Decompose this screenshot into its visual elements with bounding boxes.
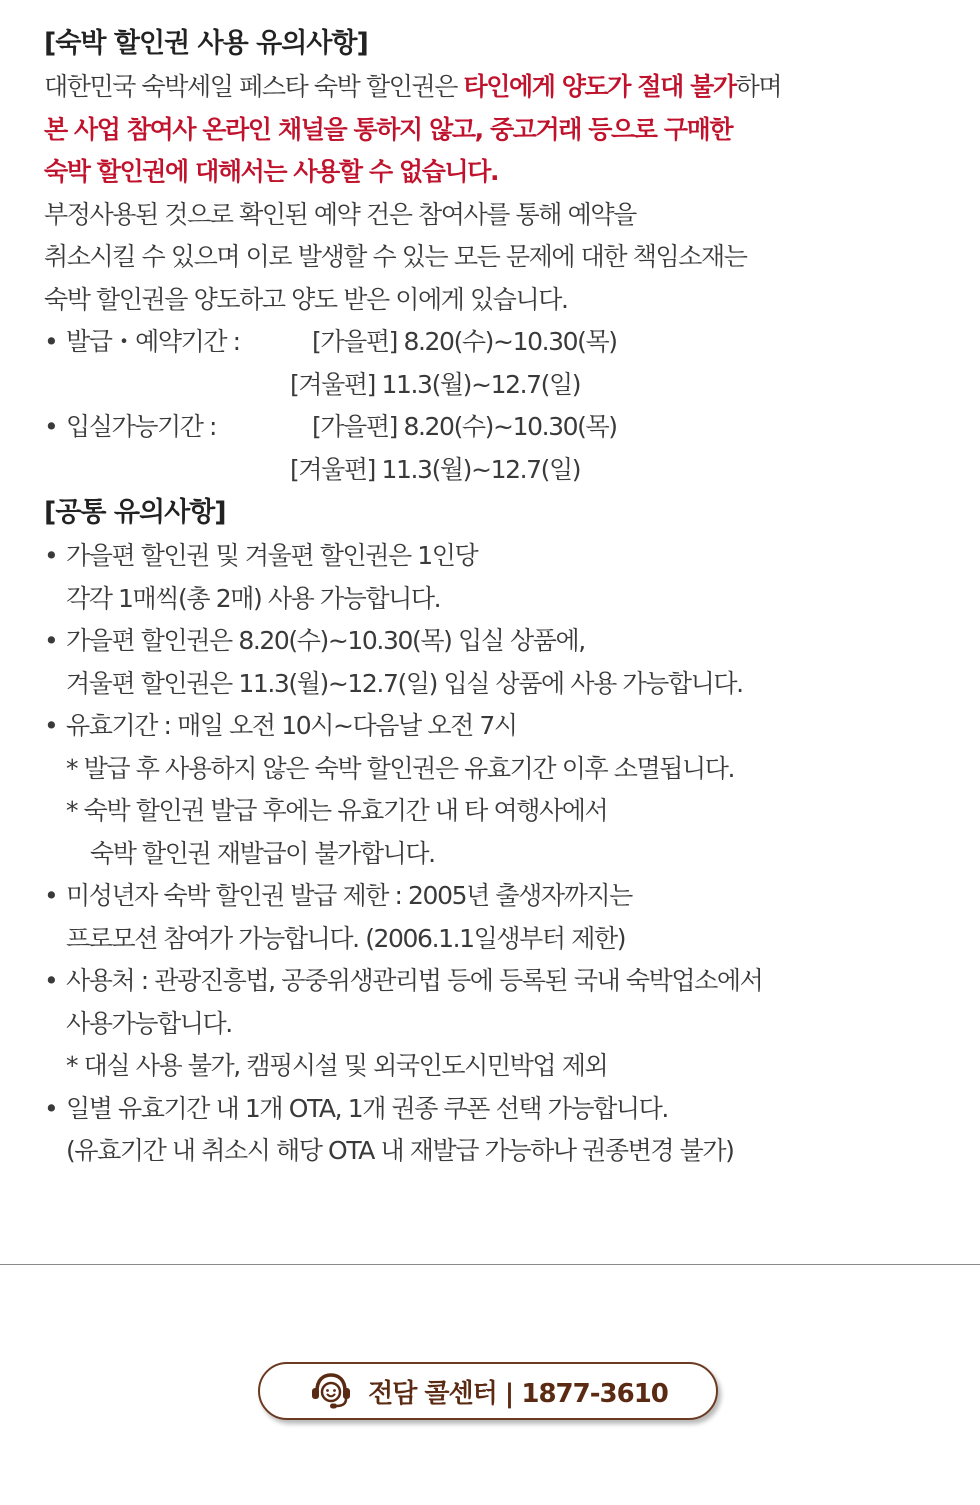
issue-period-autumn: [가을편] 8.20(수)~10.30(목) <box>312 327 617 356</box>
headset-icon <box>308 1371 354 1411</box>
common-item-2: • 가을편 할인권은 8.20(수)~10.30(목) 입실 상품에, <box>44 620 964 663</box>
checkin-period <box>44 406 964 449</box>
issue-period-winter: [겨울편] 11.3(월)~12.7(일) <box>290 369 581 399</box>
call-center-button[interactable] <box>258 1362 718 1420</box>
common-item-4-cont: 프로모션 참여가 가능합니다. (2006.1.1일생부터 제한) <box>66 923 626 953</box>
misuse-line-2: 취소시킬 수 있으며 이로 발생할 수 있는 모든 문제에 대한 책임소재는 <box>44 242 747 271</box>
issue-period <box>44 321 964 364</box>
no-transfer-warning: 타인에게 양도가 절대 불가 <box>463 72 736 101</box>
intro-tail: 하며 <box>735 72 782 101</box>
common-item-5-cont: 사용가능합니다. <box>66 1008 232 1038</box>
common-item-6-cont: (유효기간 내 취소시 해당 OTA 내 재발급 가능하나 권종변경 불가) <box>66 1136 734 1165</box>
common-item-5-note: * 대실 사용 불가, 캠핑시설 및 외국인도시민박업 제외 <box>66 1051 608 1080</box>
common-item-1-cont: 각각 1매씩(총 2매) 사용 가능합니다. <box>66 583 441 613</box>
misuse-line-3: 숙박 할인권을 양도하고 양도 받은 이에게 있습니다. <box>44 284 568 314</box>
misuse-line-1: 부정사용된 것으로 확인된 예약 건은 참여사를 통해 예약을 <box>44 199 636 229</box>
common-item-3-note-2-cont: 숙박 할인권 재발급이 불가합니다. <box>90 838 435 868</box>
intro-line-1 <box>44 66 964 109</box>
common-item-3-note-2: * 숙박 할인권 발급 후에는 유효기간 내 타 여행사에서 <box>66 796 608 825</box>
notice-content <box>44 22 964 1173</box>
section-divider <box>0 1264 980 1265</box>
common-item-1: • 가을편 할인권 및 겨울편 할인권은 1인당 <box>44 535 964 578</box>
common-item-4: • 미성년자 숙박 할인권 발급 제한 : 2005년 출생자까지는 <box>44 875 964 918</box>
checkin-period-autumn: [가을편] 8.20(수)~10.30(목) <box>312 412 617 441</box>
common-item-3: • 유효기간 : 매일 오전 10시~다음날 오전 7시 <box>44 705 964 748</box>
common-notice-title: [공통 유의사항] <box>44 497 226 528</box>
issue-period-label: • 발급・예약기간 : <box>66 327 240 356</box>
call-center-label: 전담 콜센터 | 1877-3610 <box>368 1378 668 1409</box>
intro-line-3: 숙박 할인권에 대해서는 사용할 수 없습니다. <box>44 157 499 186</box>
checkin-period-label: • 입실가능기간 : <box>66 412 217 441</box>
common-item-5: • 사용처 : 관광진흥법, 공중위생관리법 등에 등록된 국내 숙박업소에서 <box>44 960 964 1003</box>
common-item-6: • 일별 유효기간 내 1개 OTA, 1개 권종 쿠폰 선택 가능합니다. <box>44 1088 964 1131</box>
intro-line-2: 본 사업 참여사 온라인 채널을 통하지 않고, 중고거래 등으로 구매한 <box>44 114 733 144</box>
common-item-3-note-1: * 발급 후 사용하지 않은 숙박 할인권은 유효기간 이후 소멸됩니다. <box>66 753 735 783</box>
checkin-period-winter: [겨울편] 11.3(월)~12.7(일) <box>290 454 581 484</box>
common-item-2-cont: 겨울편 할인권은 11.3(월)~12.7(일) 입실 상품에 사용 가능합니다. <box>66 668 743 698</box>
lodging-notice-title: [숙박 할인권 사용 유의사항] <box>44 28 368 59</box>
intro-text: 대한민국 숙박세일 페스타 숙박 할인권은 <box>44 72 464 101</box>
